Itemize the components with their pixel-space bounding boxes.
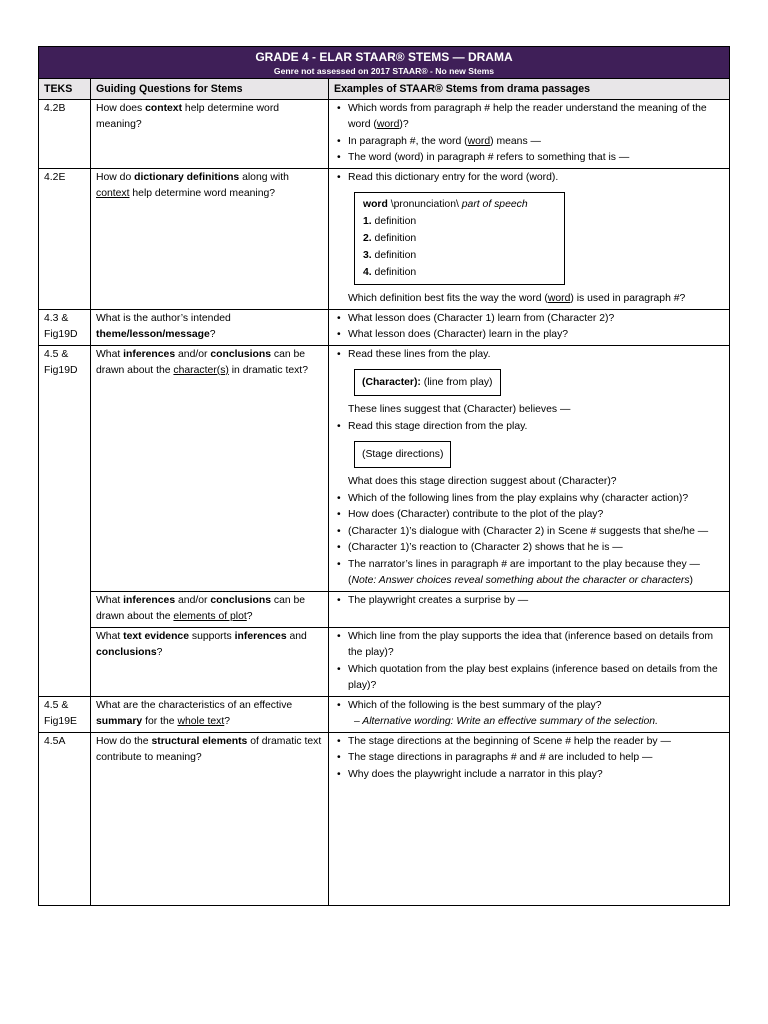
play-line-box: (Character): (line from play) — [354, 369, 501, 396]
stem-item: • In paragraph #, the word (word) means — — [334, 134, 724, 151]
stems-table — [38, 46, 730, 906]
page-subtitle: Genre not assessed on 2017 STAAR® - No new Stems — [273, 66, 495, 76]
examples-cell — [329, 345, 730, 591]
teks-cell: 4.5 & Fig19D — [39, 345, 91, 696]
examples-cell — [329, 168, 730, 309]
table-row — [39, 345, 730, 591]
examples-cell — [329, 732, 730, 905]
column-header-row — [39, 79, 730, 100]
stem-item: • Read this dictionary entry for the word (word). — [334, 170, 724, 187]
stem-item: • How does (Character) contribute to the plot of the play? — [334, 507, 724, 524]
follow-up-question: These lines suggest that (Character) believes — — [348, 404, 571, 415]
stem-item: • The stage directions in paragraphs # and # are included to help — — [334, 750, 724, 767]
guiding-question: How do dictionary definitions along with context help determine word meaning? — [91, 168, 329, 309]
guiding-question: What are the characteristics of an effective summary for the whole text? — [91, 696, 329, 732]
table-row — [39, 309, 730, 345]
follow-up-question: Which definition best fits the way the word (word) is used in paragraph #? — [348, 293, 686, 304]
stem-item: • Read this stage direction from the play. — [334, 419, 724, 436]
column-header-examples: Examples of STAAR® Stems from drama passages — [329, 79, 730, 100]
dictionary-definition: 2. definition — [363, 233, 417, 244]
stem-item: • The stage directions at the beginning of Scene # help the reader by — — [334, 734, 724, 751]
examples-cell — [329, 309, 730, 345]
guiding-question: What is the author’s intended theme/lesson/message? — [91, 309, 329, 345]
stem-item: • The playwright creates a surprise by — — [334, 593, 724, 610]
teks-cell: 4.5 & Fig19E — [39, 696, 91, 732]
stem-item: • What lesson does (Character) learn in the play? — [334, 327, 724, 344]
table-row — [39, 627, 730, 696]
teks-cell: 4.2E — [39, 168, 91, 309]
dictionary-definition: 4. definition — [363, 267, 417, 278]
stem-item: • Which of the following is the best summary of the play? — [334, 698, 724, 715]
examples-cell — [329, 696, 730, 732]
guiding-question: How do the structural elements of dramatic text contribute to meaning? — [91, 732, 329, 905]
column-header-guiding: Guiding Questions for Stems — [91, 79, 329, 100]
stem-item: • Read these lines from the play. — [334, 347, 724, 364]
stem-item: • Which words from paragraph # help the reader understand the meaning of the word (word)? — [334, 101, 724, 134]
stem-item: • Which of the following lines from the play explains why (character action)? — [334, 491, 724, 508]
column-header-teks: TEKS — [39, 79, 91, 100]
stem-item: • (Character 1)’s reaction to (Character 2) shows that he is — — [334, 540, 724, 557]
stem-item: • (Character 1)’s dialogue with (Character 2) in Scene # suggests that she/he — — [334, 524, 724, 541]
examples-cell — [329, 591, 730, 627]
examples-cell — [329, 627, 730, 696]
dictionary-definition: 1. definition — [363, 216, 417, 227]
guiding-question: What text evidence supports inferences and conclusions? — [91, 627, 329, 696]
table-row — [39, 99, 730, 168]
teks-cell: 4.3 & Fig19D — [39, 309, 91, 345]
guiding-question: What inferences and/or conclusions can be drawn about the elements of plot? — [91, 591, 329, 627]
teks-cell: 4.5A — [39, 732, 91, 905]
alternative-wording: – Alternative wording: Write an effective summary of the selection. — [354, 716, 658, 727]
title-banner — [39, 47, 730, 79]
table-row — [39, 696, 730, 732]
stem-item: • Which quotation from the play best explains (inference based on details from the play)? — [334, 662, 724, 695]
stem-item: • What lesson does (Character 1) learn from (Character 2)? — [334, 311, 724, 328]
stem-item: • The word (word) in paragraph # refers to something that is — — [334, 150, 724, 167]
follow-up-question: What does this stage direction suggest about (Character)? — [348, 476, 617, 487]
examples-cell — [329, 99, 730, 168]
dictionary-definition: 3. definition — [363, 250, 417, 261]
page-title: GRADE 4 - ELAR STAAR® STEMS — DRAMA — [255, 50, 513, 64]
banner-cell — [39, 47, 730, 79]
table-row — [39, 732, 730, 905]
guiding-question: What inferences and/or conclusions can be drawn about the character(s) in dramatic text? — [91, 345, 329, 591]
table-row — [39, 591, 730, 627]
stage-direction-box: (Stage directions) — [354, 441, 451, 468]
stem-item: • Which line from the play supports the idea that (inference based on details from the play)? — [334, 629, 724, 662]
teks-cell: 4.2B — [39, 99, 91, 168]
dictionary-headword: word \pronunciation\ part of speech — [363, 199, 528, 210]
stem-item: • The narrator’s lines in paragraph # are important to the play because they — (Note: Answer choices reveal something about the character or characters) — [334, 557, 724, 590]
table-row — [39, 168, 730, 309]
guiding-question: How does context help determine word meaning? — [91, 99, 329, 168]
stem-item: • Why does the playwright include a narrator in this play? — [334, 767, 724, 784]
dictionary-entry-box — [354, 192, 565, 285]
